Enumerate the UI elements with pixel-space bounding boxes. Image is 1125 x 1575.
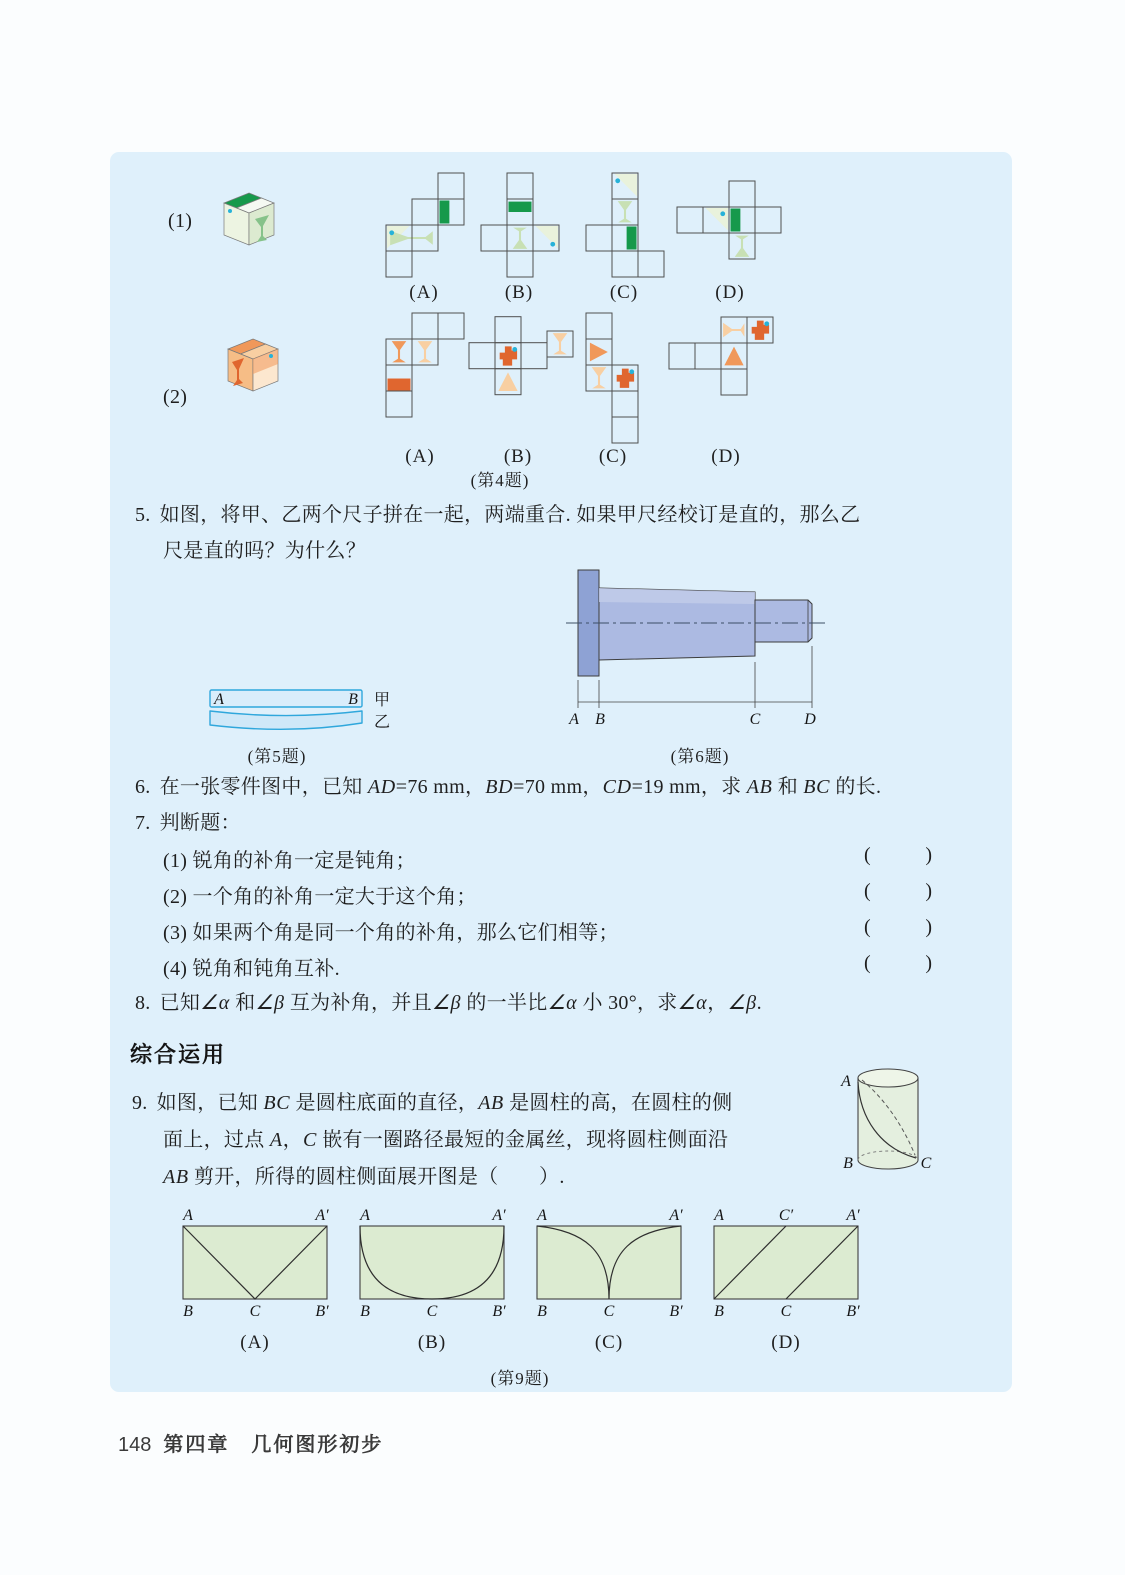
svg-text:B′: B′ bbox=[492, 1303, 506, 1320]
svg-text:C′: C′ bbox=[778, 1207, 794, 1224]
cube-net-2d bbox=[668, 316, 774, 396]
cube-net-1d bbox=[676, 180, 782, 260]
cylinder-label-c: C bbox=[920, 1155, 932, 1172]
q4-row2-option-c: (C) bbox=[598, 446, 628, 467]
q7-title: 7. 判断题： bbox=[135, 812, 241, 834]
svg-text:C: C bbox=[780, 1303, 792, 1320]
svg-text:B′: B′ bbox=[315, 1303, 329, 1320]
q7-answer-blank-3: ( ) bbox=[864, 916, 932, 938]
svg-text:B: B bbox=[714, 1303, 724, 1320]
q9-option-letters bbox=[180, 1332, 861, 1354]
q9-line3: AB 剪开，所得的圆柱侧面展开图是（ ）. bbox=[163, 1166, 565, 1188]
q4-row2-option-a: (A) bbox=[405, 446, 435, 467]
unfolded-option-(D) bbox=[711, 1204, 861, 1336]
q9-caption: (第9题) bbox=[490, 1369, 550, 1388]
q6-number: 6. bbox=[135, 776, 151, 798]
q4-row1-option-a: (A) bbox=[409, 282, 439, 303]
q5-line1: 5. 如图，将甲、乙两个尺子拼在一起，两端重合. 如果甲尺经校订是直的，那么乙 bbox=[135, 504, 861, 526]
q7-answer-blank-2: ( ) bbox=[864, 880, 932, 902]
part-label-a: A bbox=[569, 711, 579, 728]
ruler-label-jia: 甲 bbox=[374, 692, 391, 709]
q9-number: 9. bbox=[132, 1092, 148, 1114]
svg-text:B: B bbox=[537, 1303, 547, 1320]
rulers-figure bbox=[198, 684, 410, 740]
q9-line1: 9. 如图，已知 BC 是圆柱底面的直径，AB 是圆柱的高，在圆柱的侧 bbox=[132, 1092, 733, 1114]
ruler-label-b: B bbox=[348, 691, 358, 708]
page-number: 148 bbox=[118, 1434, 152, 1456]
q6-caption: (第6题) bbox=[670, 747, 730, 766]
svg-text:C: C bbox=[249, 1303, 261, 1320]
q4-caption: (第4题) bbox=[470, 471, 530, 490]
q7-answer-blank-4: ( ) bbox=[864, 952, 932, 974]
q9-option-label-c: (C) bbox=[594, 1332, 624, 1353]
cube-net-1b bbox=[480, 172, 560, 278]
q8-number: 8. bbox=[135, 992, 151, 1014]
svg-text:A′: A′ bbox=[669, 1207, 683, 1224]
part-label-b: B bbox=[595, 711, 605, 728]
q4-row1-option-d: (D) bbox=[715, 282, 745, 303]
q7-number: 7. bbox=[135, 812, 151, 834]
svg-text:B′: B′ bbox=[669, 1303, 683, 1320]
part-label-d: D bbox=[804, 711, 816, 728]
ruler-label-yi: 乙 bbox=[374, 714, 391, 731]
unfolded-option-(B) bbox=[357, 1204, 507, 1336]
q4-item1-label: (1) bbox=[168, 210, 193, 232]
q7-answer-blank-1: ( ) bbox=[864, 844, 932, 866]
svg-text:A: A bbox=[714, 1207, 724, 1224]
cube-net-2c bbox=[585, 312, 639, 444]
q9-option-label-a: (A) bbox=[240, 1332, 270, 1353]
q4-row2-option-b: (B) bbox=[503, 446, 533, 467]
svg-text:B: B bbox=[183, 1303, 193, 1320]
cylinder-label-b: B bbox=[843, 1155, 853, 1172]
section-title: 综合运用 bbox=[130, 1042, 227, 1067]
q5-caption: (第5题) bbox=[247, 747, 307, 766]
chapter-title: 第四章 几何图形初步 bbox=[163, 1434, 384, 1456]
q5-number: 5. bbox=[135, 504, 151, 526]
ruler-label-a: A bbox=[214, 691, 224, 708]
svg-text:C: C bbox=[603, 1303, 615, 1320]
cube-net-2a bbox=[385, 312, 465, 418]
q4-row2-option-d: (D) bbox=[711, 446, 741, 467]
cube-net-1a bbox=[385, 172, 465, 278]
cylinder-label-a: A bbox=[841, 1073, 851, 1090]
q7-item-2: (2) 一个角的补角一定大于这个角； bbox=[163, 886, 477, 908]
svg-text:A′: A′ bbox=[315, 1207, 329, 1224]
svg-text:A′: A′ bbox=[492, 1207, 506, 1224]
svg-text:B: B bbox=[360, 1303, 370, 1320]
svg-text:A′: A′ bbox=[846, 1207, 860, 1224]
svg-text:A: A bbox=[183, 1207, 193, 1224]
svg-text:C: C bbox=[426, 1303, 438, 1320]
svg-text:A: A bbox=[360, 1207, 370, 1224]
q7-item-3: (3) 如果两个角是同一个角的补角，那么它们相等； bbox=[163, 922, 619, 944]
q4-row1-option-c: (C) bbox=[609, 282, 639, 303]
cylinder-figure bbox=[824, 1058, 934, 1180]
page-footer bbox=[118, 1428, 383, 1457]
unfolded-option-(C) bbox=[534, 1204, 684, 1336]
q6-line: 6. 在一张零件图中，已知 AD=76 mm，BD=70 mm，CD=19 mm，求 AB 和 BC 的长. bbox=[135, 776, 882, 798]
unfolded-option-(A) bbox=[180, 1204, 330, 1336]
cube-net-1c bbox=[585, 172, 665, 278]
q7-item-1: (1) 锐角的补角一定是钝角； bbox=[163, 850, 416, 872]
part-label-c: C bbox=[749, 711, 761, 728]
cube-net-2b bbox=[468, 304, 574, 396]
q5-line2: 尺是直的吗？为什么？ bbox=[163, 540, 366, 562]
cube-green-icon bbox=[222, 190, 276, 250]
machined-part-figure bbox=[552, 552, 952, 742]
q4-item2-label: (2) bbox=[163, 386, 188, 408]
q9-option-label-b: (B) bbox=[417, 1332, 447, 1353]
cube-orange-icon bbox=[226, 336, 280, 396]
q9-line2: 面上，过点 A，C 嵌有一圈路径最短的金属丝，现将圆柱侧面沿 bbox=[163, 1129, 729, 1151]
q8-line: 8. 已知∠α 和∠β 互为补角，并且∠β 的一半比∠α 小 30°，求∠α，∠β. bbox=[135, 992, 762, 1014]
q7-item-4: (4) 锐角和钝角互补. bbox=[163, 958, 340, 980]
svg-text:B′: B′ bbox=[846, 1303, 860, 1320]
q9-option-label-d: (D) bbox=[771, 1332, 801, 1353]
q4-row1-option-b: (B) bbox=[504, 282, 534, 303]
svg-text:A: A bbox=[537, 1207, 547, 1224]
